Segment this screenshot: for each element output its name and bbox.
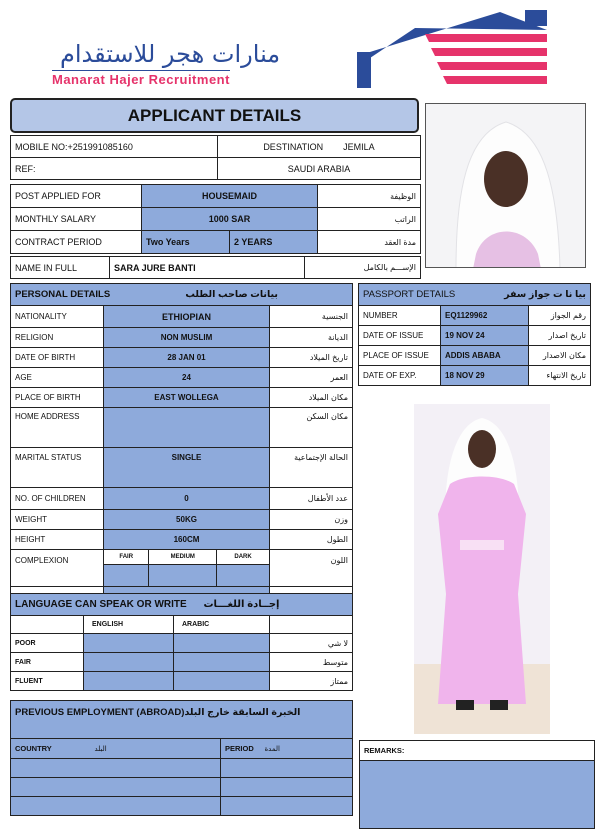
name-label-ar: الإســـم بالكامل [305,257,421,279]
personal-label-ar: عدد الأطفال [270,488,353,510]
complexion-fair: FAIR [104,550,149,564]
language-corner [11,616,84,634]
complexion-dark: DARK [217,550,269,564]
language-level: POOR [11,634,84,653]
language-level-ar: ممتاز [270,672,353,691]
job-value-2: 2 YEARS [230,231,318,254]
remarks-table [359,740,595,829]
contact-table [10,135,421,180]
personal-label: RELIGION [11,328,104,348]
full-body-photo [414,404,550,734]
arabic-level-box [174,672,270,691]
passport-label-ar: مكان الاصدار [529,346,591,366]
logo-english-text: Manarat Hajer Recruitment [52,72,230,87]
ref-value: SAUDI ARABIA [218,158,421,180]
job-label: POST APPLIED FOR [11,185,142,208]
personal-label-ar: الديانة [270,328,353,348]
complexion-options [104,550,270,587]
job-label: MONTHLY SALARY [11,208,142,231]
destination-cell [218,136,421,158]
personal-label: HOME ADDRESS [11,408,104,448]
employment-period-label: PERIOD [221,739,261,759]
arabic-level-box [174,634,270,653]
employment-table [10,700,353,816]
personal-label: PLACE OF BIRTH [11,388,104,408]
remarks-box [360,761,595,829]
personal-label: NO. OF CHILDREN [11,488,104,510]
personal-label: AGE [11,368,104,388]
personal-row [11,368,353,388]
mobile-number: MOBILE NO:+251991085160 [11,136,218,158]
personal-label: HEIGHT [11,530,104,550]
language-row [11,634,353,653]
complexion-medium-box [149,564,217,586]
job-label-ar: الراتب [318,208,421,231]
page-title-text: APPLICANT DETAILS [127,105,302,125]
english-level-box [84,653,174,672]
language-level-ar: متوسط [270,653,353,672]
job-value: Two Years [142,231,230,254]
english-level-box [84,672,174,691]
passport-value: 19 NOV 24 [441,326,529,346]
employment-country-label: COUNTRY [11,739,91,759]
employment-title: PREVIOUS EMPLOYMENT (ABROAD) [15,707,185,718]
english-level-box [84,634,174,653]
personal-label: MARITAL STATUS [11,448,104,488]
passport-value: EQ1129962 [441,306,529,326]
passport-label-ar: رقم الجواز [529,306,591,326]
name-label: NAME IN FULL [11,257,110,279]
language-title-ar: إجــادة اللغـــات [203,599,280,610]
language-col-arabic: ARABIC [174,616,270,634]
personal-row [11,488,353,510]
complexion-medium: MEDIUM [149,550,217,564]
personal-label: NATIONALITY [11,306,104,328]
personal-row [11,510,353,530]
company-logo [40,6,360,86]
personal-value: EAST WOLLEGA [104,388,270,408]
complexion-fair-box [104,564,149,586]
destination-label: DESTINATION [263,141,324,152]
personal-details-header [11,284,353,306]
passport-header [359,284,591,306]
personal-value: 28 JAN 01 [104,348,270,368]
language-col-english: ENGLISH [84,616,174,634]
job-label-ar: الوظيفة [318,185,421,208]
passport-row [359,326,591,346]
language-corner-ar [270,616,353,634]
personal-label-ar: تاريخ الميلاد [270,348,353,368]
personal-row [11,448,353,488]
employment-country-label-ar: البلد [91,739,221,759]
name-value: SARA JURE BANTI [110,257,305,279]
personal-title: PERSONAL DETAILS [15,289,111,300]
passport-row [359,366,591,386]
logo-arabic-text: منارات هجر للاستقدام [60,40,281,68]
job-value: 1000 SAR [142,208,318,231]
personal-row [11,328,353,348]
passport-label: DATE OF EXP. [359,366,441,386]
remarks-label: REMARKS: [360,741,595,761]
personal-label-ar: العمر [270,368,353,388]
employment-header [11,701,353,739]
personal-label-ar: الحالة الإجتماعية [270,448,353,488]
personal-label-ar: مكان السكن [270,408,353,448]
portrait-photo-icon [426,104,586,268]
complexion-dark-box [217,564,269,586]
passport-label: PLACE OF ISSUE [359,346,441,366]
complexion-label-ar: اللون [270,550,353,587]
passport-row [359,306,591,326]
name-table [10,256,421,279]
house-logo-icon [355,8,550,88]
personal-title-ar: بيانات صاحب الطلب [185,289,278,300]
employment-period-label-ar: المدة [261,739,353,759]
ref-label: REF: [11,158,218,180]
language-row [11,672,353,691]
job-value: HOUSEMAID [142,185,318,208]
personal-row [11,408,353,448]
applicant-photo [425,103,586,268]
language-level-ar: لا شي [270,634,353,653]
personal-label-ar: الجنسية [270,306,353,328]
personal-label: WEIGHT [11,510,104,530]
job-row [11,208,421,231]
language-row [11,653,353,672]
job-row [11,185,421,208]
employment-row [11,778,353,797]
personal-label-ar: وزن [270,510,353,530]
page-title [10,98,419,133]
personal-details-table [10,283,353,603]
passport-details-table [358,283,591,386]
passport-label: DATE OF ISSUE [359,326,441,346]
personal-value: SINGLE [104,448,270,488]
language-level: FAIR [11,653,84,672]
personal-value: NON MUSLIM [104,328,270,348]
personal-value: 24 [104,368,270,388]
passport-title-ar: بيا نا ت جواز سفر [504,289,586,300]
language-table [10,593,353,691]
job-label-ar: مدة العقد [318,231,421,254]
employment-row [11,797,353,816]
passport-value: 18 NOV 29 [441,366,529,386]
passport-label-ar: تاريخ الانتهاء [529,366,591,386]
destination-value: JEMILA [343,141,375,152]
passport-label-ar: تاريخ اصدار [529,326,591,346]
personal-value: 0 [104,488,270,510]
personal-row [11,306,353,328]
personal-value [104,408,270,448]
personal-row [11,348,353,368]
job-label: CONTRACT PERIOD [11,231,142,254]
passport-value: ADDIS ABABA [441,346,529,366]
arabic-level-box [174,653,270,672]
full-body-photo-icon [414,404,550,734]
passport-row [359,346,591,366]
job-table [10,184,421,254]
complexion-label: COMPLEXION [11,550,104,587]
personal-label: DATE OF BIRTH [11,348,104,368]
passport-title: PASSPORT DETAILS [363,289,456,300]
employment-row [11,759,353,778]
language-header [11,594,353,616]
job-row [11,231,421,254]
personal-value: 160CM [104,530,270,550]
personal-label-ar: الطول [270,530,353,550]
personal-row [11,388,353,408]
language-level: FLUENT [11,672,84,691]
personal-value: ETHIOPIAN [104,306,270,328]
employment-title-ar: الخبرة السابقة خارج البلد [184,707,301,718]
personal-label-ar: مكان الميلاد [270,388,353,408]
language-title: LANGUAGE CAN SPEAK OR WRITE [15,599,187,610]
personal-value: 50KG [104,510,270,530]
complexion-row [11,550,353,587]
personal-row [11,530,353,550]
passport-label: NUMBER [359,306,441,326]
